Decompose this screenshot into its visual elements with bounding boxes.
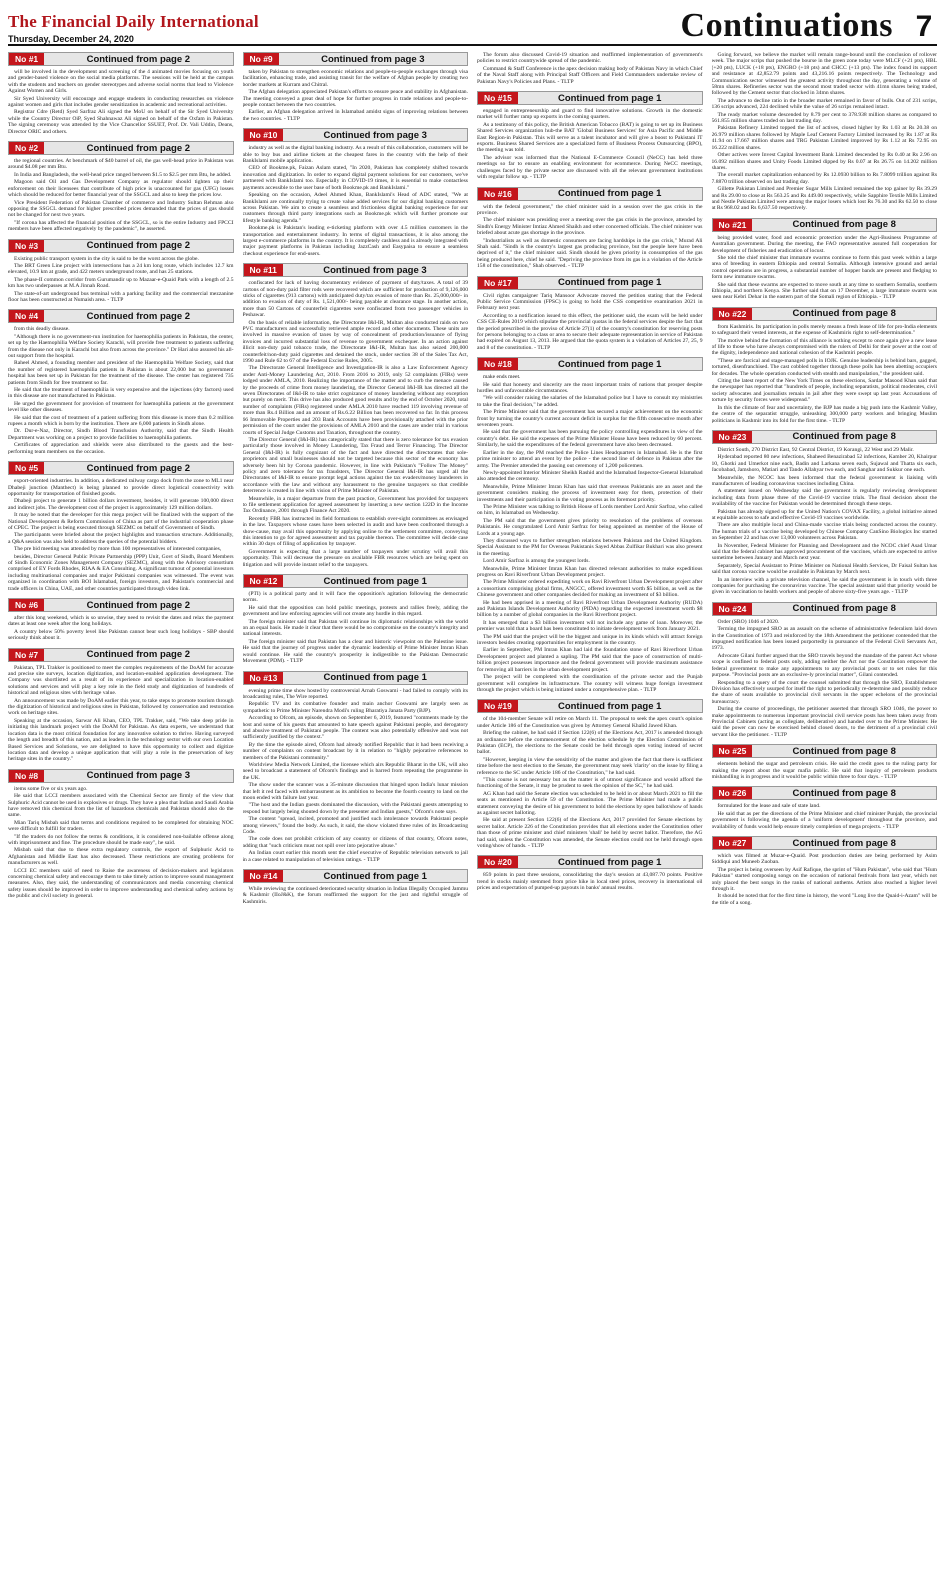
- story-number: No #5: [9, 462, 44, 474]
- column-2: [243, 52, 469, 1587]
- story-paragraph: Briefing the cabinet, he had said if Section 122(6) of the Elections Act, 2017 is amended through an ordinance before the commencement of the election schedule by the Election Commission of Pakistan (ECP), the elections to the Senate could be held through open voting instead of secret ballot.: [477, 730, 703, 756]
- story-paragraph: after this long weekend, which is so unwise, they need to revisit the dates and relax the payment dates at least one week after the long holidays.: [8, 615, 234, 628]
- continued-label: Continued from page 2: [86, 53, 191, 65]
- story-body: [243, 280, 469, 568]
- story-paragraph: Meanwhile, the NCOC has been informed that the federal government is liaising with manufacturers of leading coronavirus vaccines including China.: [711, 474, 937, 487]
- story-body: [8, 158, 234, 232]
- story-header: [477, 187, 703, 201]
- story-paragraph: Meanwhile, Prime Minister Imran Khan has directed relevant authorities to make expeditious progress on Ravi Riverfront Urban Development project.: [477, 565, 703, 578]
- story-paragraph: Earlier, an Afghan delegation arrived in Islamabad amidst signs of improving relations between the two countries. - TLTP: [242, 109, 468, 122]
- story-body: [477, 872, 703, 891]
- story-header: [477, 91, 703, 105]
- story-number: No #21: [713, 219, 753, 231]
- story-number: No #24: [713, 603, 753, 615]
- continued-label: Continued from page 1: [557, 188, 662, 199]
- story-paragraph: He said that the cost of treatment of a patient suffering from this disease is more than 0.2 million rupees a month which is born by the institution. There are 6,000 patients in Sindh alone.: [8, 414, 234, 428]
- story-body: [8, 665, 234, 763]
- story-paragraph: She said that these swarms are expected to move south at any time to southern Somalia, southern Ethiopia, and northern Kenya. She further said that on 17 December, a large immature swarm was seen near Kebri Dehar in the eastern part of the Somali region of Ethiopia. - TLTP: [711, 281, 937, 301]
- story-paragraph: besides, Director General Public Private Partnership (PPP) Unit, Govt of Sindh, Board Members of Sindh Economic Zones Management Company (SEZMC), along with the Advisory consortium comprised of EY Fords Rhodes, RIAA & EA Consulting. A significant turnout of potential investors including multinational companies and major Pakistani companies was witnessed. The event was organized in coordination with BOI Islamabad, foreign investors, and Pakistan's commercial and trade officers in China, UAE, and other countries participated through video link.: [8, 553, 234, 592]
- story-block: [712, 602, 938, 739]
- story-paragraph: Pakistan, TPL Trakker is positioned to meet the complex requirements of the DoAM for accurate and precise site surveys, location digitization, and location-enabled application development. The Company was shortlisted as a result of its experience and specialization in location-enabled solutions and services and will play a key role in the field study and digitization of hundreds of historical and religious sites with heritage value.: [8, 664, 234, 697]
- story-number: No #7: [9, 649, 44, 661]
- continued-label: Continued from page 1: [557, 700, 662, 712]
- story-paragraph: The Directorate General Intelligence and Investigation-IR is also a Law Enforcement Agency under Anti-Money Laundering Act, 2010. From 2016 to 2019, only 52 complaints (FIRs) were lodged under AMLA, 2010. Realizing the importance of the matter and to curb the menace caused by the proceeds of crime from money laundering, the Director General I&I-IR has directed all the seven Directorates of I&I-IR to take strict cognizance of money laundering without any exception but purely on merit. This drive has also produced good results and by the end of October 2020, total number of complaints (FIRs) registered under AMLA 2010 have reached 119 involving revenue of more than Rs.4 Billion and an amount of Rs.6.22 Billion has been recovered so far. In this process 66 Immovable Properties and 203 Bank Accounts have been provisionally attached with the prior permission of the court under the provisions of AMLA 2010 and the cases are under trial in various courts of Special Judge Customs and Taxation, throughout the country.: [242, 365, 468, 436]
- story-paragraph: "Although there is no government-run institution for haemophilia patients in Pakistan, the center, set up by the Haemophilia Welfare Society Karachi, will provide free treatment to patients suffering from the disease not only in Karachi but also from across the province." Dr Hari also assured his all-out support from the hospital.: [8, 333, 234, 359]
- story-paragraph: It should be noted that for the first time in history, the word "Long live the Quaid-i-Azam" will be the title of a song.: [711, 893, 937, 906]
- story-number: No #12: [244, 575, 284, 587]
- story-header: [243, 574, 469, 588]
- story-paragraph: Meanwhile, in a major departure from the past practice, Government has provided for taxpayers to file settlement application for agreed assessment by inserting a new section 122D in the Income Tax Ordinance, 2001 through Finance Act 2020.: [242, 495, 468, 515]
- story-body: [243, 688, 469, 864]
- story-block: [8, 239, 234, 305]
- story-number: No #27: [713, 837, 753, 849]
- story-body: [8, 615, 234, 642]
- story-paragraph: He said that the opposition can hold public meetings, protests and rallies freely, adding the government and law enforcing agencies will not create any hurdle in this regard.: [242, 604, 468, 618]
- story-paragraph: "If the traders do not follow the terms & conditions, it is considered non-bailable offense along with imprisonment and fine. The procedure should be made easy", he said.: [8, 833, 234, 846]
- story-paragraph: industry as well as the digital banking industry. As a result of this collaboration, customers will be able to buy bus and airline tickets at the cheapest fares in the country with the help of their BankIslami mobile application.: [242, 145, 468, 165]
- story-paragraph: Dr. Dur-e-Naz, Director, Sindh Blood Transfusion Authority, said that the Sindh Health Department was working on a project to provide facilities to haemophilia patients.: [8, 428, 234, 441]
- continued-label: Continued from page 1: [557, 856, 662, 868]
- story-paragraph: He said at present Section 122(6) of the Elections Act, 2017 provided for Senate elections by secret ballot. Article 226 of the Constitution provides that all elections under the Constitution other than those of prime minister and chief ministers 'shall' be held by secret ballot. Therefore, the AG had said, unless the Constitution was amended, the Senate election could not be held through open voting/show of hands. - TLTP: [477, 817, 703, 850]
- story-paragraph: Earlier in the day, the PM reached the Police Lines Headquarters in Islamabad. He is the first prime minister to attend an event by the police - the second line of defence in Pakistan after the army. The Premier attended the passing out ceremony of 1,200 policemen.: [477, 449, 703, 469]
- continued-label: Continued from page 3: [323, 264, 427, 276]
- story-block: [243, 574, 469, 665]
- story-block: [8, 309, 234, 456]
- masthead-right: [681, 8, 937, 44]
- story-header: [8, 309, 234, 323]
- story-block: [8, 52, 234, 136]
- story-block: [712, 744, 938, 781]
- story-body: [712, 853, 938, 906]
- story-paragraph: Speaking on the occasion, Adeel Ahmed Khan, BankIslami's Head of ADC stated, "We at BankIslami are continually trying to create value added services for our digital banking customers across Pakistan. We aim to create a seamless and frictionless digital banking experience for our customers through third party integrations such as Bookme.pk which will further promote our lifestyle banking agenda.": [242, 192, 468, 224]
- story-body: [243, 591, 469, 664]
- story-header: [8, 141, 234, 155]
- story-paragraph: The PM said that the government gives priority to resolution of the problems of overseas Pakistanis. He congratulated Lord Amir Sarfraz for being appointed as member of the House of Lords at a young age.: [477, 517, 703, 537]
- story-paragraph: "We will consider raising the salaries of the Islamabad police but I have to consult my ministries to take the final decision," he added.: [477, 395, 703, 408]
- story-block: [477, 357, 703, 694]
- story-paragraph: Vice President Federation of Pakistan Chamber of commerce and Industry Sultan Rehman also opposing the SSGCL demand for higher prescribed prices demanded that the prices of gas should not be changed for next two years.: [8, 199, 234, 219]
- column-4: [712, 52, 938, 1587]
- story-paragraph: The ready market volume descended by 8.79 per cent to 378.938 million shares as compared to 561.855 million shares traded on last trading day.: [711, 111, 937, 125]
- story-paragraph: In an interview with a private television channel, he said the government is in touch with three companies for purchasing the coronavirus vaccine. The special assistant said that priority would be given in vaccination to health workers and people of above sixty-five years age. - TLTP: [711, 576, 937, 596]
- story-header: [477, 699, 703, 713]
- masthead-left: [8, 12, 259, 44]
- story-block: [477, 699, 703, 850]
- section-title: Continuations: [680, 7, 893, 44]
- story-paragraph: The chief minister was presiding over a meeting over the gas crisis in the province, attended by Sindh's Energy Minister Imtiaz Ahmed Shaikh and other concerned officials. The chief minister was briefed about acute gas shortage in the province.: [477, 217, 703, 237]
- story-paragraph: Advocate Gilani further argued that the SRO travels beyond the mandate of the parent Act whose scope is confined to federal posts only, adding neither the Act nor the Constitution empower the federal government to make any appointments to any provincial posts or to set rules for this purpose. "Provincial posts are an exclusive-ly provincial matter", Gilani contended.: [711, 652, 937, 679]
- story-paragraph: The BRT Green Line project with intersections has a 24 km long route, which includes 12.7 km elevated, 10.9 km at grade, and 422 meters underground route, and has 25 stations.: [8, 262, 234, 276]
- story-paragraph: "If corona has affected the financial position of the SSGCL, so is the entire Industry and FPCCI members have been affected negatively by the pandemic", he asserted.: [8, 219, 234, 233]
- story-number: No #25: [713, 745, 753, 757]
- story-paragraph: 859 points in past three sessions, consolidating the day's session at 43,087.70 points. Positive trend in stocks mainly stemmed from price hike in local steel prices, recovery in international oil prices and expectation of pumped-up payouts in banks' annual results.: [477, 872, 703, 892]
- continued-label: Continued from page 2: [86, 649, 191, 661]
- story-paragraph: The advance to decline ratio in the broader market remained in favor of bulls. Out of 231 scrips, 136 scrips advanced, 224 declined while the value of 26 scrips remained intact.: [711, 97, 937, 111]
- story-block: [477, 52, 703, 86]
- story-paragraph: There are also multiple local and China-made vaccine trials being conducted across the country. The human trials of a vaccine being developed by Chinese Company CanSino Biologics Inc started on September 22 and has over 13,000 volunteers across Pakistan.: [711, 522, 937, 542]
- story-paragraph: LCCI EC members said of need to Raise the awareness of decision-makers and legislators concerning chemical safety and encourage them to take timely action to improve sound management measures. Also, they said, the understanding of communicators and media concerning chemical safety issues should be improved in order to improve understanding and chemical safety actions by the public and civil society in general.: [8, 867, 234, 900]
- story-paragraph: He said that honesty and sincerity are the most important traits of nations that prosper despite hurdles and unfavourable circumstances.: [477, 381, 703, 395]
- story-block: [712, 218, 938, 302]
- story-paragraph: He urged the government for provision of treatment for haemophilia patients at the government level like other diseases.: [8, 400, 234, 414]
- story-paragraph: confiscated for lack of having documentary evidence of payment of duty/taxes. A total of 39 cartons of non-duty paid filter rods were recovered which are sufficient for production of 9,126,000 sticks of cigarettes (913 cartons) with anticipated duty/tax evasion of more than Rs. 25,000,000/- in addition to evasion of duty of Rs. 1,521,000/- being payable at clearance stage. In another action, more than 50 Cartons of counterfeit cigarettes were confiscated from two passenger vehicles in Peshawar.: [242, 280, 468, 319]
- continued-label: Continued from page 8: [792, 745, 896, 757]
- story-block: [712, 430, 938, 597]
- story-header: [243, 671, 469, 685]
- continued-label: Continued from page 8: [792, 219, 896, 231]
- story-paragraph: The advisor was informed that the National E-Commerce Council (NeCC) has held three meetings so far to ensure an enabling environment for ecommerce. During NeCC meetings, challenges faced by the private sector are discussed with all the relevant government institutions with regular follow up. - TLTP: [477, 154, 703, 181]
- story-paragraph: The state-of-art underground bus terminal with a parking facility and the commercial mezzanine floor has been constructed at Numaish area. - TLTP: [8, 290, 234, 303]
- story-body: [243, 69, 469, 122]
- story-paragraph: "Industrialists as well as domestic consumers are facing hardships in the gas crisis," Murad Ali Shah said. "Sindh is the country's largest gas producing province, but the people here have been deprived of it," the chief minister said. Sindh should be given priority in consumption of the gas being produced here, chief he said. "Depriving the province from its gas is a violation of the Article 158 of the constitution," Shah observed. - TLTP: [477, 237, 703, 270]
- story-paragraph: Republic TV and its combative founder and main anchor Goswami are largely seen as sympathetic to Prime Minister Narendra Modi's ruling Bharatiya Janata Party (BJP).: [242, 701, 468, 714]
- story-paragraph: Recently FBR has instructed its field formations to establish over-sight committees as envisaged in the law. Taxpayers whose cases have been selected in audit and have been confronted through a show-cause, may avail this opportunity by applying online to the settlement committee, conveying this intention to go for agreed assessment and tax payable thereon. The committee will decide case within 30 days of filing of application by taxpayer.: [242, 515, 468, 548]
- story-paragraph: The project will be completed with the coordination of the private sector and the Punjab government will complete its infrastructure. The country will witness huge foreign investment through the project which is being initiated under a comprehensive plan. - TLTP: [477, 674, 703, 693]
- story-paragraph: Dhabeji project to generate 1 billion dollars investment, besides, it will generate 100,000 direct and indirect jobs. The development cost of the project is approximately 129 million dollars.: [8, 498, 234, 511]
- story-paragraph: taken by Pakistan to strengthen economic relations and people-to-people exchanges through visa facilitation, enhancing trade, and assisting transit for the welfare of Afghan people by creating two border markets at Kurram and Chitral.: [242, 69, 468, 88]
- story-paragraph: from this deadly disease.: [14, 326, 70, 333]
- story-body: [477, 374, 703, 693]
- story-body: [8, 786, 234, 900]
- story-number: No #19: [478, 700, 518, 712]
- story-paragraph: The code does not prohibit criticism of any country or citizens of that country, Ofcom notes, adding that "such criticism must not spill over into pejorative abuse.": [242, 836, 468, 849]
- continued-label: Continued from page 8: [792, 431, 896, 443]
- story-body: [477, 52, 703, 85]
- story-paragraph: The Prime Minister said that the government has secured a major achievement on the economic front by turning the country's current account deficit in surplus for the fifth consecutive month after seventeen years.: [477, 409, 703, 429]
- story-block: [477, 187, 703, 271]
- story-header: [8, 52, 234, 66]
- story-paragraph: The project is being overseen by Asif Rafique, the sprint of "Hum Pakistan", who said that "Hum Pakistan" started composing songs on the occasion of national festivals from last year, which not only placed the best songs in the ranks of national anthems. Artists also reached a higher level through it.: [711, 866, 937, 893]
- story-paragraph: Going forward, we believe the market will remain range-bound until the conclusion of rollover week. The major scrips that pushed the bourse in the green zone today were MLCF (+21 pts), HBL (+20 pts), LUCK (+18 pts), ENGRO (+18 pts) and CHCC (+13 pts). The index found its support and resistance at 42,852.79 points and 43,216.16 points respectively. The Technology and Communication sector witnessed the greatest activity throughout the day, generating a volume of 58mn shares. Refineries sector was the second most traded sector with 41mn shares being traded, followed by the Cement sector that clocked in 34mn shares.: [711, 52, 937, 97]
- story-body: [712, 235, 938, 301]
- story-body: [8, 326, 234, 455]
- story-paragraph: Responding to a query of the court the counsel submitted that through the SRO, Establishment Division has effectively usurped for itself the right to periodically re-determine and possibly reduce the share of seats available to provincial civil servants in the upper echelons of the provincial bureaucracy.: [711, 679, 937, 705]
- story-block: [712, 307, 938, 425]
- story-paragraph: Hyderabad reported 80 new infections, Shaheed Benazirabad 52 infections, Kamber 20, Khairpur 10, Ghotki and Umerkot nine each, Badin and Larkana seven each, Sujawal and Thatta six each, Jacobabad, Jamshoro, Matiari and Tando Allahyar two each, and Sanghar and Sukkur one each.: [711, 454, 937, 474]
- story-paragraph: As a testimony of this policy, the British American Tobacco (BAT) is going to set up its Business Shared Services organization hub-the BAT 'Global Business Services' for Asia Pacific and Middle East Region-in Pakistan. This will serve as a talent incubator and will give a boost to Pakistani IT exports. Business Shared Services are a specialized form of Business Process Outsourcing (BPO), the meeting was told.: [477, 121, 703, 154]
- story-number: No #18: [478, 358, 518, 370]
- story-paragraph: In November, Federal Minister for Planning and Development and the NCOC chief Asad Umar said that the federal cabinet has approved procurement of the vaccines, which are expected to arrive sometime between January and March next year.: [711, 542, 937, 562]
- story-block: [8, 769, 234, 901]
- story-paragraph: The motive behind the formation of this alliance is nothing except to once again give a new lease of life to those who have always compromised with the rulers of Delhi for their power at the cost of the dignity, independence and national cohesion of the Kashmiri people.: [711, 337, 937, 357]
- story-block: [243, 869, 469, 906]
- story-paragraph: It has emerged that a $3 billion investment will not include any game of loan. Moreover, the premier was told that a board has been constituted to initiate development work from January 2021.: [477, 619, 703, 633]
- story-paragraph: which was filmed at Muzar-e-Quaid. Post production duties are being performed by Asim Siddiqui and Muneeb Zuoban.: [711, 853, 937, 866]
- continued-label: Continued from page 3: [86, 770, 191, 782]
- story-header: [712, 602, 938, 616]
- story-number: No #2: [9, 142, 44, 154]
- continued-label: Continued from page 2: [86, 599, 191, 611]
- story-body: [477, 716, 703, 849]
- paper-name: The Financial Daily International: [8, 12, 259, 31]
- story-paragraph: Lord Amir Sarfraz is among the youngest lords.: [483, 558, 590, 565]
- story-paragraph: An Indian court earlier this month sent the chief executive of Republic television network to jail in a case related to manipulation of television ratings. - TLTP: [242, 850, 468, 863]
- story-paragraph: The forum also discussed Covid-19 situation and reaffirmed implementation of government's policies to restrict countrywide spread of the pandemic.: [477, 52, 703, 65]
- continued-label: Continued from page 1: [557, 92, 662, 104]
- story-paragraph: items some five or six years ago.: [14, 785, 88, 792]
- continued-label: Continued from page 3: [323, 129, 427, 141]
- masthead: [8, 6, 937, 46]
- story-block: [712, 52, 938, 213]
- story-body: [477, 108, 703, 180]
- story-paragraph: Terming the impugned SRO as an assault on the scheme of administrative federalism laid down in the Constitution of 1973 and reinforced by the 18th Amendment the petitioner contended that the impugned notification has been issued purportedly in pursuance of the Federal Civil Servants Act, 1973.: [711, 626, 937, 652]
- story-header: [477, 276, 703, 290]
- story-paragraph: The overall market capitalization enhanced by Rs 12.0930 billion to Rs 7.8099 trillion against Rs 7.8870 trillion observed on last trading day.: [711, 172, 937, 185]
- story-paragraph: He had been apprised in a meeting of Ravi Riverfront Urban Development Authority (RUDA) and Pakistan Islands Development Authority (PIDA) regarding the expected investment worth $8 billion by a number of global companies in the Ravi Riverfront project.: [477, 599, 703, 619]
- story-block: [243, 128, 469, 258]
- story-paragraph: During the course of proceedings, the petitioner asserted that through SRO 1046, the power to make appointments to numerous important provincial civil service posts has been taken away from Provincial Cabinets (acting as collegiate, deliberative) and handed over to the Prime Minister. He said the power can now be exercised behind closed doors, to the detriment of a provincial civil servant like the petitioner. - TLTP: [711, 706, 937, 738]
- story-paragraph: Sir Syed University will encourage and engage students in conducting researches on violence against women and girls that includes gender sensitization in academic and recreational activities.: [8, 95, 234, 109]
- story-paragraph: An announcement was made by DoAM earlier this year, to take steps to promote tourism through the digitization of historical and religious sites in Pakistan, followed by conservation and restoration work on heritage sites.: [8, 697, 234, 717]
- story-paragraph: Civil rights campaigner Tariq Mansoor Advocate moved the petition stating that the Federal Public Service Commission (FPSC) is going to hold the CSS competitive examination 2021 in February next year.: [477, 292, 703, 312]
- story-number: No #1: [9, 53, 44, 65]
- story-paragraph: AG Khan had said the Senate election was scheduled to be held in or about March 2021 to fill the seats as mentioned in Article 59 of the Constitution. The Prime Minister had made a public statement conveying the desire of his government to hold the elections by open ballot/show of hands as against secret balloting.: [477, 790, 703, 816]
- story-paragraph: Gillette Pakistan Limited and Premier Sugar Mills Limited remained the top gainer by Rs 39.29 and Rs 29.00 to close at Rs 563.25 and Rs 449.00 respectively, while Sapphire Textile Mills Limited and Nestle Pakistan Limited were among the major losers which lost Rs 76.30 and Rs 62.50 to close at Rs 968.02 and Rs 6,637.50 respectively.: [711, 186, 937, 212]
- story-paragraph: the regional countries. At benchmark of $40 barrel of oil, the gas well-head price in Pakistan was around $4.08 per mm Btu.: [8, 158, 234, 171]
- story-paragraph: Mian Tariq Misbah said that terms and conditions required to be completed for obtaining NOC were difficult to fulfill for traders.: [8, 819, 234, 833]
- continued-label: Continued from page 1: [323, 575, 427, 587]
- story-body: [712, 447, 938, 596]
- story-header: [243, 869, 469, 883]
- story-number: No #22: [713, 308, 753, 320]
- continued-label: Continued from page 8: [792, 603, 896, 615]
- story-paragraph: "The host and the Indian guests dominated the discussion, with the Pakistani guests attempting to respond but largely being shouted down by the presenter and Indian guests," Ofcom's note says.: [242, 802, 468, 815]
- story-header: [712, 786, 938, 800]
- story-body: [477, 293, 703, 352]
- column-1: [8, 52, 234, 1587]
- story-paragraph: A country below 50% poverty level like Pakistan cannot bear such long holidays - SBP should seriously think about it.: [8, 628, 234, 642]
- story-paragraph: (PTI) is a political party and it will face the opposition's agitation following the democratic norms.: [242, 591, 468, 604]
- story-number: No #3: [9, 240, 44, 252]
- story-paragraph: Separately, Special Assistant to Prime Minister on National Health Services, Dr Faisal Sultan has said that corona vaccine would be available in Pakistan by March next.: [711, 562, 937, 576]
- story-paragraph: export-oriented industries. In addition, a dedicated railway cargo dock from the zone to ML1 near Dhabeji junction (Manthect) is being planned to provide direct logistical connectivity with opportunity for transportation of finished goods.: [8, 478, 234, 497]
- story-body: [712, 619, 938, 738]
- story-paragraph: Earlier in September, PM Imran Khan had laid the foundation stone of Ravi Riverfront Urban Development project and planted a sapling. The PM said that the pace of construction of multi-billion project possesses importance and the federal government will provide maximum assistance for removing all barriers in the urban development project.: [477, 647, 703, 673]
- story-block: [477, 276, 703, 353]
- continued-label: Continued from page 1: [323, 870, 427, 882]
- story-block: [477, 855, 703, 892]
- story-number: No #10: [244, 129, 284, 141]
- story-paragraph: "This course is not necessary but as the matter is of utmost significance and would afford the functioning of the Senate, it may be prudent to seek the opinion of the SC," he had said.: [477, 776, 703, 790]
- story-paragraph: The Afghan delegation appreciated Pakistan's efforts to ensure peace and stability in Afghanistan. The meeting conveyed a great deal of hope for further progress in trade relations and people-to-people contact between the two countries.: [242, 89, 468, 109]
- story-header: [8, 461, 234, 475]
- story-number: No #4: [9, 310, 44, 322]
- story-paragraph: The show under the scanner was a 35-minute discussion that hinged upon India's lunar mission that left it red faced with embarrassment as its ambition to become the fourth country to land on the moon ended with failure last year.: [242, 782, 468, 801]
- story-paragraph: According to a notification issued to this effect, the petitioner said, the exam will be held under CSS CE-Rules 2019 which stipulate the provincial quotas in the federal services despite the fact that the period prescribed in the proviso of Article 27(1) of the country's constitution for reserving posts for persons belonging to a class or area to secure their adequate representation in service of Pakistan had expired on August 13, 2013. He argued that the quota system is a violation of Articles 27, 25, 9 and 8 of the constitution. - TLTP: [477, 312, 703, 351]
- continued-label: Continued from page 1: [557, 277, 662, 289]
- story-paragraph: They discussed ways to further strengthen relations between Pakistan and the United Kingdom. Special Assistant to the PM for Overseas Pakistanis Sayed Abbas Zulfikar Bukhari was also present in the meeting.: [477, 537, 703, 557]
- story-header: [243, 263, 469, 277]
- story-paragraph: The foreign minister said that Pakistan has a clear and historic viewpoint on the Palestine issue. He said that the journey of progress under the dynamic leadership of Prime Minister Imran Khan would continue. He said the country's prosperity is indigestible to the Pakistan Democratic Movement (PDM). - TLTP: [242, 638, 468, 665]
- story-body: [8, 69, 234, 135]
- story-number: No #23: [713, 431, 753, 443]
- story-paragraph: Existing public transport system in the city is said to be the worst across the globe.: [14, 255, 199, 262]
- story-paragraph: It may be noted that the developer for this mega project will be finalized with the support of the National Development & Reform Commission of China as part of the industrial cooperation phase of CPEC. The project is being executed through SEZMC on behalf of Government of Sindh.: [8, 512, 234, 531]
- story-number: No #14: [244, 870, 284, 882]
- story-number: No #17: [478, 277, 518, 289]
- story-header: [8, 239, 234, 253]
- story-body: [243, 145, 469, 257]
- story-block: [8, 461, 234, 593]
- story-number: No #9: [244, 53, 279, 65]
- story-block: [243, 52, 469, 123]
- story-paragraph: The pre bid meeting was attended by more than 100 representatives of interested companies,: [14, 546, 222, 553]
- story-paragraph: The Prime Minister ordered expediting work on Ravi Riverfront Urban Development project after a consortium comprising global firms, ANGCC, offered investment worth $5 billion, as well as the Chinese government and other companies decided for making an investment of $3 billion.: [477, 579, 703, 599]
- story-paragraph: The content "spread, incited, promoted and justified such intolerance towards Pakistani people among viewers," found the body. As such, it said, the show violated three rules of its Broadcasting Code.: [242, 816, 468, 836]
- story-body: [477, 204, 703, 270]
- story-paragraph: Government is expecting that a large number of taxpayers under scrutiny will avail this opportunity. This will decrease the pressure on available FBR resources which are being spent on litigation and will provide instant relief to the taxpayers.: [242, 548, 468, 568]
- story-paragraph: Bookme.pk is Pakistan's leading e-ticketing platform with over 4.5 million customers in the transportation and entertainment industry. In terms of digital transactions, it is also among the largest e-commerce platforms in the country. It is completely cashless and is already integrated with major payment platforms in Pakistan including JazzCash and Easypaisa to ensure a seamless checkout experience for end-users.: [242, 225, 468, 257]
- story-paragraph: Newly-appointed Interior Minister Sheikh Rashid and the Islamabad Inspector-General Islamabad also attended the ceremony.: [477, 469, 703, 483]
- story-paragraph: The Prime Minister was talking to British House of Lords member Lord Amir Sarfraz, who called on him, in Islamabad on Wednesday.: [477, 503, 703, 517]
- story-number: No #11: [244, 264, 283, 276]
- story-paragraph: On the basis of reliable information, the Directorate I&I-IR, Multan also conducted raids on two PVC manufacturers and successfully retrieved ample record and other documents. These units are involved in massive evasion of taxes by way of concealment of production/issuance of flying invoices and incurred substantial loss of revenue to government exchequer. In an action against illicit non-duty paid tobacco trade, the Directorate I&I-IR, Multan has also seized 200,000 counterfeit/non-duty paid cigarettes and detained the stock, under section 38 of the Sales Tax Act, 1990 and Rule 62 to 67 of the Federal Excise Rules, 2005.: [242, 319, 468, 365]
- story-body: [712, 52, 938, 212]
- story-paragraph: Worldview Media Network Limited, the licensee which airs Republic Bharat in the UK, will also need to broadcast a statement of Ofcom's findings and is barred from repeating the programme in the UK.: [242, 761, 468, 781]
- story-paragraph: Speaking at the occasion, Sarwar Ali Khan, CEO, TPL Trakker, said, "We take deep pride in initiating this landmark project with the DoAM for Pakistan. As data experts, we understand that location data is the most critical foundation for any innovative solution to thrive. Having surveyed the length and breadth of this nation, and as leaders in the technology sector with our own Location Based Services and Solutions, we are delighted to have this opportunity to collect and digitize location data and develop a unique application that will play a role in the preservation of key heritage sites in the country.": [8, 717, 234, 763]
- story-paragraph: The PM said that the project will be the biggest and unique in its kinds which will attract foreign investors besides creating opportunities for employment in the country.: [477, 633, 703, 647]
- story-paragraph: with the federal government," the chief minister said in a session over the gas crisis in the province.: [477, 203, 703, 216]
- story-body: [712, 761, 938, 780]
- story-paragraph: Pakistan Refinery Limited topped the list of actives, closed higher by Rs 1.03 at Rs 20.38 on 26.979 million shares followed by Maple Leaf Cement Factory Limited increased by Rs 1.87 at Rs 41.94 on 17.667 million shares and TRG Pakistan Limited improved by Rs 1.12 at Rs 72.95 on 16.222 million shares.: [711, 125, 937, 151]
- story-paragraph: The Director General (I&I-IR) has categorically stated that there is zero tolerance for tax evasion particularly those involved in Money Laundering, Tax Fraud and Terror Financing. The Director General (I&I-IR) is fully cognizant of the fact and have directed the directorates that sole-proprietors and small businesses should not be targeted because this sector of the economy has adversely been hit by Corona pandemic. However, in line with Pakistan's "Follow The Money" policy and zero tolerance for tax fraudsters, The Director General I&I-IR has urged all the Directorates of I&I-IR to ensure prompt legal actions against the tax evaders/money launderers in accordance with the law and without any harassment to the genuine taxpayers so that credible deterrence is created in line with vision of Prime Minister of Pakistan.: [242, 436, 468, 495]
- story-number: No #16: [478, 188, 518, 200]
- story-paragraph: In India and Bangladesh, the well-head price ranged between $1.5 to $2.5 per mm Btu, he added.: [14, 171, 232, 178]
- story-block: [477, 91, 703, 181]
- story-block: [712, 836, 938, 907]
- story-block: [8, 598, 234, 643]
- story-paragraph: The participants were briefed about the project highlights and transaction structure. Additionally, a Q&A session was also held to address the queries of the potential bidders.: [8, 532, 234, 545]
- continued-label: Continued from page 2: [86, 142, 191, 154]
- story-paragraph: Meanwhile, Prime Minister Imran Khan has said that overseas Pakistanis are an asset and the government considers making the process of investment easy for them, protection of their investments and their participation in the voting process as its foremost priority.: [477, 483, 703, 503]
- story-paragraph: He said that LCCI members associated with the Chemical Sector are firmly of the view that Sulphuric Acid cannot be used in explosives or drugs. They have a plea that Indian and Saudi Arabia have removed this chemical from the list of hazardous chemicals and Pakistan should also do the same.: [8, 793, 234, 819]
- story-paragraph: Command & Staff Conference is the apex decision making body of Pakistan Navy in which Chief of the Naval Staff along with Principal Staff Officers and Field Commanders undertake review of Pakistan Navy's Policies and Plans. - TLTP: [477, 65, 703, 85]
- continued-label: Continued from page 8: [792, 308, 896, 320]
- column-3: [477, 52, 703, 1587]
- story-header: [712, 836, 938, 850]
- story-paragraph: Raheel Ahmed, a founding member and president of the Haemophilia Welfare Society, said that the number of registered haemophilia patients in Pakistan is about 22,000 but no government hospital has been set up in Pakistan for the treatment of the disease. The center has registered 735 patients from Sindh for free treatment so far.: [8, 360, 234, 386]
- story-paragraph: He said that as per the directions of the Prime Minister and chief minister Punjab, the provincial government is following the agenda of a 'uniform development' throughout the province, and availability of funds would help ensure timely completion of mega projects. - TLTP: [711, 810, 937, 830]
- story-paragraph: She told the chief minister that immature swarms continue to form this past week within a large area of breeding in eastern Ethiopia and central Somalia. Although intensive ground and aerial control operations are in progress, a substantial number of hopper bands are present and fledging to form new immature swarms.: [711, 254, 937, 281]
- story-block: [8, 648, 234, 764]
- story-paragraph: District South, 270 District East, 92 Central District, 19 Korangi, 22 West and 29 Malir.: [717, 446, 914, 453]
- story-paragraph: The foreign minister said that Pakistan will continue its diplomatic relationships with the world on an equal basis. He made it clear that there would be no compromise on the country's integrity and national interests.: [242, 618, 468, 638]
- publication-date: Thursday, December 24, 2020: [8, 34, 134, 44]
- story-block: [712, 786, 938, 831]
- story-header: [712, 430, 938, 444]
- story-paragraph: Registrar Cdre (Retd) Syed Sarfraz Ali signed the MoU on behalf of the Sir Syed University while the Country Director OiP, Syed Shahnawaz Ali signed on behalf of the Oxfam in Pakistan. The signing ceremony was attended by the Vice Chancellor SSUET, Prof. Dr. Vali Uddin, Deans, Director ORIC and others.: [8, 109, 234, 135]
- story-body: [8, 478, 234, 592]
- story-number: No #15: [478, 92, 518, 104]
- story-header: [712, 307, 938, 321]
- story-paragraph: Other actives were Invest Capital Investment Bank Limited descended by Rs 0.40 at Rs 2.96 on 16.092 million shares and Unity Foods Limited dipped by Rs 0.07 at Rs 26.75 on 14.202 million shares.: [711, 152, 937, 171]
- story-header: [243, 128, 469, 142]
- story-paragraph: A statement issued on Wednesday said the government is regularly reviewing development including data from phase three of the Covid-19 vaccine trials. The final decision about the availability of the vaccine for Pakistan would be determined through these steps.: [711, 488, 937, 508]
- story-paragraph: While reviewing the continued deteriorated security situation in Indian Illegally Occupied Jammu & Kashmir (IIoJ&K), the forum reaffirmed the support for the just and rightful struggle of Kashmiris.: [242, 886, 468, 905]
- story-number: No #20: [478, 856, 518, 868]
- continued-label: Continued from page 2: [86, 462, 191, 474]
- story-block: [8, 141, 234, 233]
- story-paragraph: Citing the latest report of the New York Times on these elections, Sardar Masood Khan said that the newspaper has reported that "hundreds of people, including separatists, political moderates, civil society advocates and journalists remain in jail after they were swept up last year. Accusations of torture by security forces were widespread.": [711, 378, 937, 404]
- story-paragraph: "These are farcical and stage-managed polls in IOJK. Genuine leadership is behind bars, gagged, tortured, disenfranchised. The cast cobbled together through these polls has been abetting occupiers for decades. The whole operation conducted with stealth and manipulation," the president said.: [711, 357, 937, 377]
- story-body: [243, 886, 469, 905]
- continued-label: Continued from page 8: [792, 787, 896, 799]
- story-paragraph: Order (SRO) 1046 of 2020.: [717, 618, 780, 625]
- story-paragraph: CEO of Bookme.pk, Faizan Aslam stated, "In 2020, Pakistan has completely shifted towards innovation and digitization. In order to expand digital payment solutions for our customers, we've partnered with BankIslami too. Especially in COVID-19 times, it is essential to make contactless payments accessible to the user base of both Bookme.pk and BankIslami.": [242, 165, 468, 191]
- story-paragraph: of the 104-member Senate will retire on March 11. The proposal to seek the apex court's opinion under Article 186 of the Constitution was given by Attorney General Khalid Jawed Khan.: [477, 716, 703, 729]
- story-header: [243, 52, 469, 66]
- story-header: [477, 357, 703, 371]
- continued-label: Continued from page 8: [792, 837, 896, 849]
- story-paragraph: elements behind the sugar and petroleum crisis. He said the credit goes to the ruling party for making the report about the sugar mafia public. He said that inquiry of petroleum products mishandling is in progress and it would be public within three to four days. - TLTP: [711, 761, 937, 780]
- story-paragraph: formulated for the lease and sale of state land.: [717, 803, 821, 810]
- continued-label: Continued from page 1: [323, 672, 427, 683]
- story-paragraph: He said that the government has been pursuing the policy controlling expenditures in view of the country's debt. He said the expenses of the Prime Minister House have been reduced by 60 percent. Similarly, he said the expenditures of the federal government have also been decreased.: [477, 429, 703, 449]
- story-number: No #8: [9, 770, 44, 782]
- story-body: [712, 324, 938, 424]
- story-header: [8, 598, 234, 612]
- continued-label: Continued from page 3: [321, 53, 425, 65]
- story-paragraph: According to Ofcom, an episode, shown on September 6, 2019, featured "comments made by the host and some of his guests that amounted to hate speech against Pakistani people, and derogatory and abusive treatment of Pakistani people. The content was also potentially offensive and was not sufficiently justified by the context.": [242, 715, 468, 741]
- story-number: No #26: [713, 787, 753, 799]
- story-paragraph: "However, keeping in view the sensitivity of the matter and given the fact that there is sufficient time before the next election to the Senate, the government may seek 'clarity' on the issue by filing a reference to the SC under Article 186 of the Constitution," he had said.: [477, 756, 703, 776]
- story-number: No #13: [244, 672, 284, 684]
- story-paragraph: Magoon said Oil and Gas Development Company as regulator should tighten up their enforcement on their licensees that contribute of high price is unaccounted for gas (UFG) losses which should be reduced for better financial year of the SSGCL and also to keep the prices low.: [8, 179, 234, 199]
- story-paragraph: He said that the treatment of haemophilia is very expensive and the injections (dry factors) used in this disease are not manufactured in Pakistan.: [8, 387, 234, 400]
- story-paragraph: The phase-II common corridor from Gurumandir up to Mazaar-e-Quaid Park with a length of 2.5 km has two underpasses at M.A Jinnah Road.: [8, 276, 234, 290]
- story-paragraph: from Kashmiris. Its participation in polls merely means a fresh lease of life for pro-India elements to safeguard their vested interests, at the expense of Kashmiris right to self-determination.": [711, 323, 937, 337]
- story-block: [243, 263, 469, 569]
- continued-label: Continued from page 1: [557, 358, 662, 370]
- story-header: [8, 769, 234, 783]
- continued-label: Continued from page 2: [86, 310, 191, 322]
- story-body: [8, 256, 234, 304]
- story-paragraph: Certificates of appreciation and shields were also distributed to the guests and the best-performing team members on the occasion.: [8, 442, 234, 455]
- continued-label: Continued from page 2: [86, 240, 191, 252]
- story-header: [712, 744, 938, 758]
- story-header: [8, 648, 234, 662]
- story-paragraph: Pakistan has already signed up for the United Nation's COVAX Facility, a global initiative aimed at equitable access to safe and effective Covid-19 vaccines worldwide.: [711, 508, 937, 521]
- story-body: [712, 803, 938, 830]
- page-number: 7: [915, 10, 933, 43]
- story-paragraph: By the time the episode aired, Ofcom had already notified Republic that it had been receiving a number of complaints on content broadcast by it in relation to "highly pejorative references to members of the Pakistani community.": [242, 741, 468, 761]
- story-paragraph: engaged in entrepreneurship and guard to find innovative solutions. Growth in the domestic market will further ramp up exports in the coming quarters.: [477, 108, 703, 121]
- story-paragraph: Misbah said that due to these extra regulatory controls, the export of Sulphuric Acid to Afghanistan and Middle East has also decreased. These restrictions are creating problems for manufacturers as well.: [8, 847, 234, 867]
- story-paragraph: make ends meet.: [483, 374, 521, 381]
- columns-container: [8, 52, 937, 1587]
- story-paragraph: being provided water, food and economic protection under the Agri-Business Programme of Australian government. During the meeting, the FAO representative assured full cooperation for development of fisheries and eradication of locust.: [711, 234, 937, 254]
- story-paragraph: In this the climate of fear and uncertainty, the BJP has made a big push into the Kashmir Valley, the centre of the separatist struggle, unleashing 300,000 party workers and bringing Muslim politicians in Kashmir into its fold for the first time. - TLTP: [711, 404, 937, 424]
- story-number: No #6: [9, 599, 44, 611]
- story-paragraph: evening prime time show hosted by controversial Arnab Goswami - had failed to comply with its broadcasting rules, The Wire reported.: [242, 687, 468, 700]
- story-paragraph: will be involved in the development and screening of the 4 animated movies focusing on youth and gender-based violence on the social media platforms. The sessions will be held at the campus with the students and teachers on gender stereotypes and adverse social norms that lead to Violence Against Women and Girls.: [8, 69, 234, 95]
- story-header: [477, 855, 703, 869]
- story-header: [712, 218, 938, 232]
- story-block: [243, 671, 469, 865]
